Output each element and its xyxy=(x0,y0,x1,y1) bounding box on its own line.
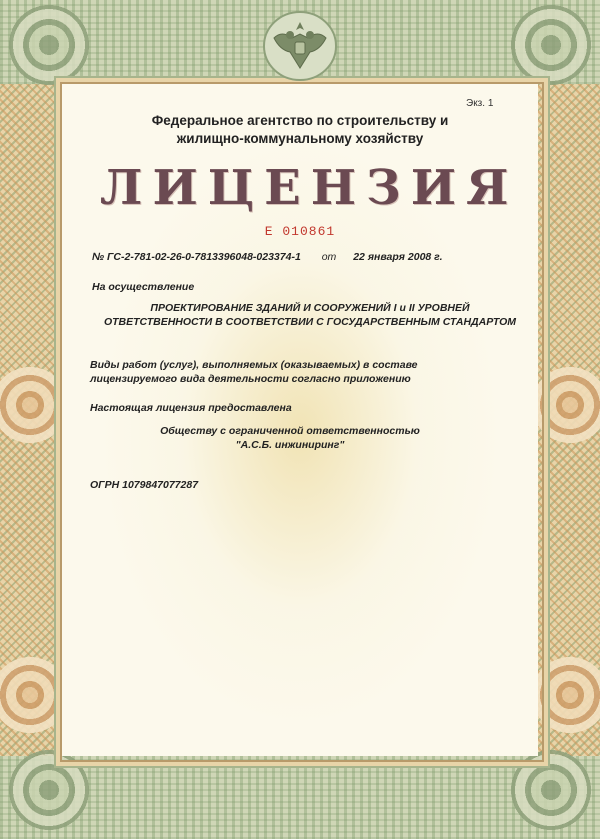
license-holder xyxy=(120,424,460,452)
works-line-2: лицензируемого вида деятельности согласно приложению xyxy=(90,373,411,385)
licensed-activity xyxy=(90,301,530,329)
license-number: № ГС-2-781-02-26-0-7813396048-023374-1 xyxy=(92,251,301,263)
agency-line-1: Федеральное агентство по строительству и xyxy=(151,113,449,128)
corner-rosette-top-left xyxy=(4,0,94,90)
ogrn-number: ОГРН 1079847077287 xyxy=(90,479,199,491)
works-line-1: Виды работ (услуг), выполняемых (оказываемых) в составе xyxy=(90,359,418,371)
license-number-line xyxy=(92,251,443,263)
works-statement xyxy=(90,358,418,386)
purpose-label: На осуществление xyxy=(92,281,195,293)
serial-number: Е 010861 xyxy=(264,224,336,239)
issuing-agency xyxy=(100,112,500,148)
activity-line-1: ПРОЕКТИРОВАНИЕ ЗДАНИЙ И СООРУЖЕНИЙ I и II УРОВНЕЙ xyxy=(150,302,470,314)
holder-line-1: Обществу с ограниченной ответственностью xyxy=(160,425,420,437)
document-title: ЛИЦЕНЗИЯ xyxy=(100,160,519,216)
corner-rosette-top-right xyxy=(506,0,596,90)
agency-line-2: жилищно-коммунальному хозяйству xyxy=(176,131,424,146)
granted-label: Настоящая лицензия предоставлена xyxy=(90,402,292,414)
activity-line-2: ОТВЕТСТВЕННОСТИ В СООТВЕТСТВИИ С ГОСУДАРСТВЕННЫМ СТАНДАРТОМ xyxy=(103,316,517,328)
double-headed-eagle-emblem xyxy=(255,6,345,84)
issue-date: 22 января 2008 г. xyxy=(353,251,443,263)
holder-line-2: "А.С.Б. инжиниринг" xyxy=(235,439,345,451)
from-label: от xyxy=(321,251,337,263)
copy-number: Экз. 1 xyxy=(466,98,494,109)
